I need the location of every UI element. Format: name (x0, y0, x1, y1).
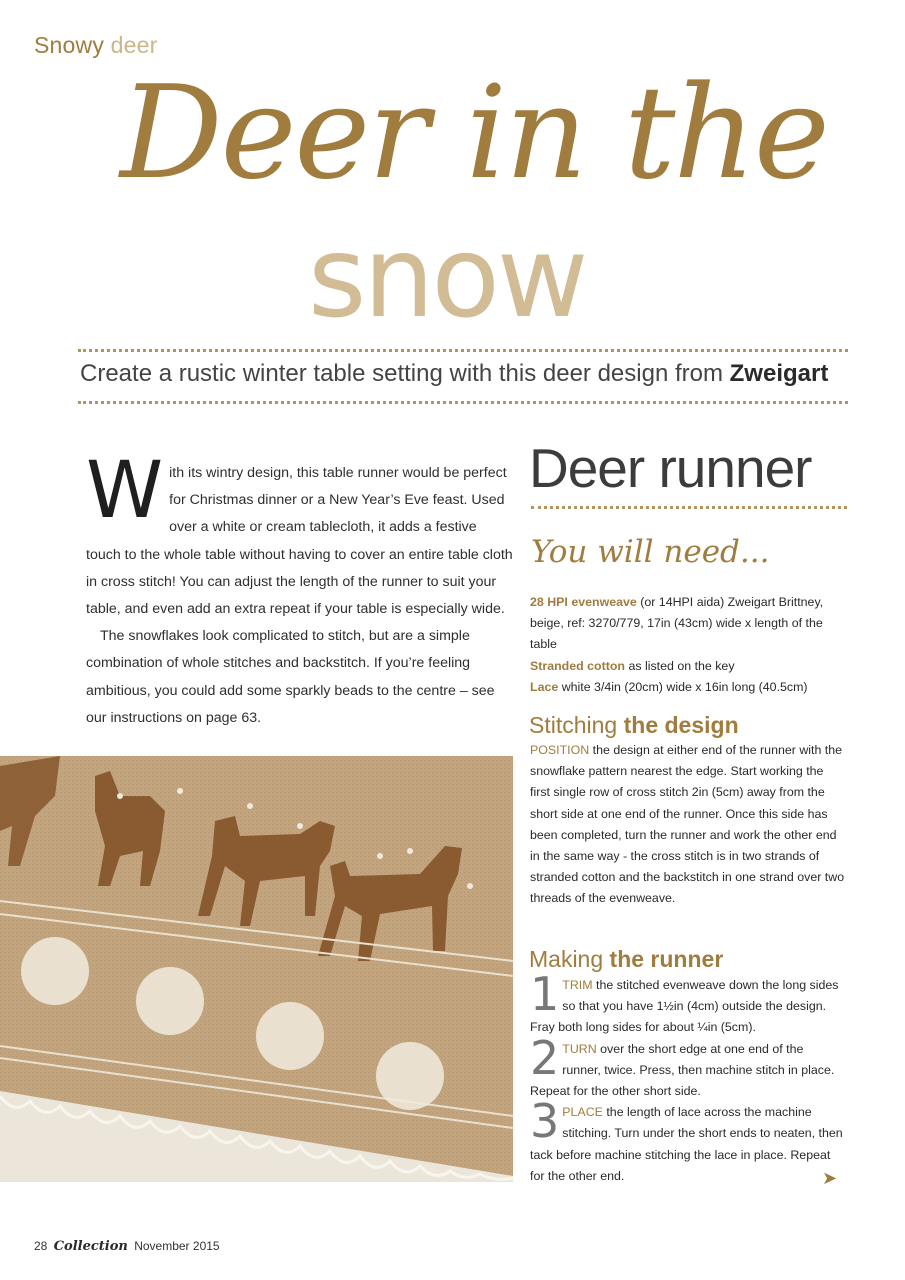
headline-line2: snow (308, 213, 586, 343)
continue-arrow-icon: ➤ (822, 1168, 838, 1188)
step-text: over the short edge at one end of the runner, twice. Press, then machine stitch in place. Repeat for the other short side. (530, 1041, 835, 1099)
making-heading-bold: the runner (609, 946, 724, 972)
need-item (530, 677, 845, 698)
step-text: the stitched evenweave down the long sides so that you have 1½in (4cm) outside the design. Fray both long sides for about ¼in (5cm). (530, 978, 839, 1035)
you-will-need-title: You will need... (531, 534, 770, 570)
page-number: 28 (34, 1239, 48, 1253)
making-steps (530, 967, 845, 1187)
step-number: 1 (530, 967, 560, 1021)
headline-line1: Deer in the (120, 59, 828, 208)
drop-cap: W (86, 446, 164, 536)
page-footer (34, 1239, 220, 1254)
stitching-heading-bold: the design (623, 712, 739, 738)
standfirst-text: Create a rustic winter table setting with this deer design from (80, 360, 730, 387)
section-tag-word2: deer (110, 32, 158, 58)
step-text: the length of lace across the machine stitching. Turn under the short ends to neaten, then tack before machine stitching the lace in place. Repeat for the other end. (530, 1105, 843, 1183)
need-item-key: Lace (530, 679, 559, 694)
runner-photo-illustration (0, 756, 513, 1182)
section-tag-word1: Snowy (34, 32, 105, 58)
stitching-heading-light: Stitching (529, 712, 624, 738)
sidebar-title: Deer runner (529, 437, 812, 499)
needs-list (530, 592, 845, 698)
divider-top (78, 349, 848, 352)
making-step (530, 1030, 845, 1103)
sidebar-divider (531, 506, 847, 509)
step-cap: TRIM (562, 978, 593, 992)
stitching-text (530, 740, 845, 910)
divider-bottom (78, 401, 848, 404)
intro-paragraph-1: ith its wintry design, this table runner would be perfect for Christmas dinner or a New Year’s Eve feast. Used over a white or cream tablecloth, it adds a festive touch to the whole table without having to cover an entire table cloth in cross stitch! You can adjust the length of the runner to suit your table, and even add an extra repeat if your table is especially wide. (86, 465, 513, 618)
step-number: 3 (530, 1094, 560, 1149)
runner-photo (0, 756, 513, 1182)
step-number: 2 (530, 1030, 560, 1085)
stitching-cap: POSITION (530, 743, 590, 757)
section-tag (34, 32, 157, 59)
need-item-text: as listed on the key (625, 658, 735, 673)
stitching-heading (529, 712, 739, 739)
stitching-body: the design at either end of the runner with the snowflake pattern nearest the edge. Start working the first single row of cross stitch 2in (5cm) away from the short side at one end of the runner. Once this side has been completed, turn the runner and work the other end in the same way - the cross stitch is in two strands of stranded cotton and the backstitch in one strand over two threads of the evenweave. (530, 743, 845, 906)
need-item-key: Stranded cotton (530, 658, 625, 673)
need-item (530, 592, 845, 656)
need-item-key: 28 HPI evenweave (530, 595, 637, 609)
standfirst (80, 360, 828, 388)
step-cap: TURN (562, 1041, 597, 1056)
standfirst-brand: Zweigart (729, 360, 829, 387)
intro-paragraph-2: The snowflakes look complicated to stitch, but are a simple combination of whole stitches and backstitch. If you’re feeling ambitious, you could add some sparkly beads to the centre – see our instructions on page 63. (86, 628, 495, 726)
making-step (530, 967, 845, 1039)
issue-date: November 2015 (134, 1239, 220, 1253)
making-step (530, 1094, 845, 1187)
making-heading-light: Making (529, 946, 610, 972)
need-item (530, 656, 845, 677)
need-item-text: (or 14HPI aida) Zweigart Brittney, beige, ref: 3270/779, 17in (43cm) wide x length of the table (530, 595, 824, 652)
need-item-text: white 3/4in (20cm) wide x 16in long (40.5cm) (558, 679, 808, 694)
magazine-brand: Collection (53, 1239, 128, 1254)
step-cap: PLACE (562, 1105, 603, 1120)
intro-text (86, 446, 514, 732)
